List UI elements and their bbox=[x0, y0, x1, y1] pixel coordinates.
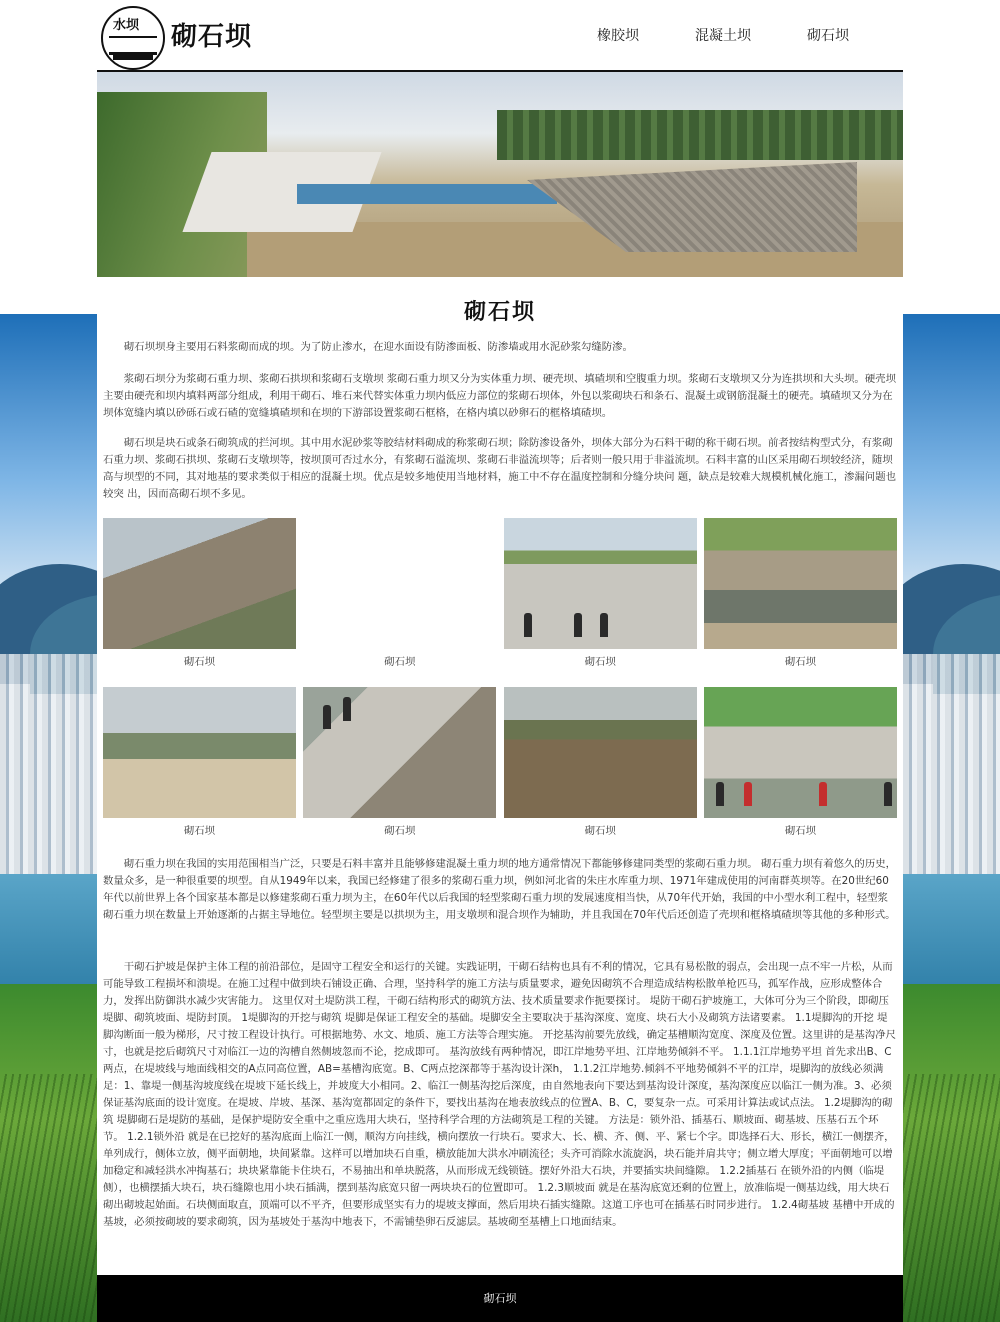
gallery-photo[interactable] bbox=[704, 687, 897, 818]
intro-paragraph-3: 砌石坝是块石或条石砌筑成的拦河坝。其中用水泥砂浆等胶结材料砌成的称浆砌石坝；除防渗设备外，坝体大部分为石料干砌的称干砌石坝。前者按结构型式分，有浆砌石重力坝、浆砌石拱坝、浆砌石支墩坝等，按坝顶可否过水分，有浆砌石溢流坝、浆砌石非溢流坝等；后者则一般只用于非溢流坝。石料丰富的山区采用砌石坝较经济，随坝高与坝型的不同，其对地基的要求类似于相应的混凝土坝。优点是较多地使用当地材料，施工中不存在温度控制和分缝分块问 题，缺点是较难大规模机械化施工，渗漏问题也较突 出，因而高砌石坝不多见。 bbox=[103, 437, 896, 500]
logo-text: 水坝 bbox=[113, 18, 140, 33]
gallery-caption: 砌石坝 bbox=[784, 825, 817, 837]
gallery-caption: 砌石坝 bbox=[384, 656, 416, 668]
nav-item-masonry-dam[interactable]: 砌石坝 bbox=[807, 28, 849, 44]
site-header bbox=[97, 0, 903, 72]
intro-paragraph-1: 砌石坝坝身主要用石料浆砌而成的坝。为了防止渗水，在迎水面设有防渗面板、防渗墙或用水泥砂浆勾缝防渗。 bbox=[123, 341, 633, 353]
gallery-card[interactable] bbox=[303, 518, 496, 668]
gallery-photo[interactable] bbox=[303, 518, 496, 649]
gallery-photo[interactable] bbox=[504, 518, 697, 649]
gallery-photo[interactable] bbox=[103, 518, 296, 649]
gallery-caption: 砌石坝 bbox=[183, 656, 216, 668]
body-paragraph-2: 干砌石护坡是保护主体工程的前沿部位，是固守工程安全和运行的关键。实践证明，干砌石结构也具有不利的情况，它具有易松散的弱点，会出现一点不牢一片松，从而可能导致工程损坏和溃堤。在施工过程中做到块石铺设正确、合理，坚持科学的施工方法与质量要求，避免因砌筑不合理造成结构松散单枪匹马，孤军作战，应形成整体合力，发挥出防御洪水减少灾害能力。 这里仅对土堤防洪工程，干砌石结构形式的砌筑方法、技术质量要求作扼要探讨。 堤防干砌石护坡施工，大体可分为三个阶段，即砌压堤脚、砌筑坡面、堤防封顶。 1堤脚沟的开挖与砌筑 堤脚是保证工程安全的基础。堤脚安全主要取决于基沟深度、宽度、块石大小及砌筑方法诸要素。 1.1堤脚沟的开挖 堤脚沟断面一般为梯形，尺寸按工程设计执行。可根据地势、水文、地质、施工方法等合理实施。 开挖基沟前要先放线，确定基槽顺沟宽度、深度及位置。这里讲的是基沟净尺寸，也就是挖后砌筑尺寸对临江一边的沟槽自然侧坡忽而不论，挖成即可。 基沟放线有两种情况，即江岸地势平坦、江岸地势倾斜不平。 1.1.1江岸地势平坦 首先求出B、C两点，在堤坡线与地面线相交的A点同高位置，AB=基槽沟底宽。B、C两点挖深都等于基沟设计深h， 1.1.2江岸地势.倾斜不平地势倾斜不平的江岸，堤脚沟的放线必须满足：1、靠堤一侧基沟坡度线在堤坡下延长线上，并坡度大小相同。2、临江一侧基沟挖后深度，由自然地表向下要达到基沟设计深度，基沟深度应以临江一侧为准。3、必须保证基沟底面的设计宽度。在堤坡、岸坡、基深、基沟宽都固定的条件下，要找出基沟在地表放线点的位置A、B、C，要复杂一点。可采用计算法或试点法。 1.2堤脚沟的砌筑 堤脚砌石是堤防的基础，是保护堤防安全重中之重应选用大块石，坚持科学合理的方法砌筑是工程的关键。 方法是：锁外沿、插基石、顺坡面、砌基坡、压基石五个环节。 1.2.1锁外沿 就是在已挖好的基沟底面上临江一侧，顺沟方向挂线，横向摆放一行块石。要求大、长、横、齐、侧、平、紧七个字。即选择石大、形长，横江一侧摆齐，单列成行，侧体立放，侧平面朝地，块间紧靠。这样可以增加块石自重，横放能加大洪水冲刷流径；头齐可消除水流旋涡，块石能并肩共守；侧立增大厚度；平面朝地可以增加稳定和减轻洪水冲掏基石；块块紧靠能卡住块石，不易抽出和单块脱落，从而形成无线锁链。摆好外沿大石块，并要插实块间缝隙。 1.2.2插基石 在锁外沿的内侧（临堤侧），也横摆插大块石，块石缝隙也用小块石插满，摆到基沟底宽只留一两块块石的位置即可。 1.2.3顺坡面 就是在基沟底宽还剩的位置上，放准临堤一侧基边线，用大块石砌出砌坡起始面。石块侧面取直，顶端可以不平齐，但要形成坚实有力的堤坡支撑面，然后用块石插实缝隙。这道工序也可在插基石时同步进行。 1.2.4砌基坡 基槽中开成的基坡，必须按砌坡的要求砌筑，因为基坡处于基沟中地表下，不需铺垫卵石反滤层。基坡砌至基槽上口地面结束。 bbox=[103, 961, 896, 1228]
gallery-caption: 砌石坝 bbox=[784, 656, 817, 668]
page-title: 砌石坝 bbox=[463, 300, 536, 325]
main-content bbox=[97, 277, 903, 1275]
gallery-photo[interactable] bbox=[303, 687, 496, 818]
logo-dam-icon bbox=[113, 52, 153, 60]
site-logo[interactable] bbox=[101, 6, 165, 70]
gallery-card[interactable] bbox=[103, 687, 296, 837]
site-title: 砌石坝 bbox=[171, 22, 253, 52]
gallery-card[interactable] bbox=[704, 518, 897, 668]
main-nav bbox=[541, 0, 903, 72]
intro-paragraph-2: 浆砌石坝分为浆砌石重力坝、浆砌石拱坝和浆砌石支墩坝 浆砌石重力坝又分为实体重力坝、硬壳坝、填碴坝和空腹重力坝。浆砌石支墩坝又分为连拱坝和大头坝。硬壳坝主要由硬壳和坝内填料两部分组成，利用干砌石、堆石来代替实体重力坝内低应力部位的浆砌石坝体，外包以浆砌块石和条石、混凝土或钢筋混凝土的硬壳。填碴坝又分为在坝体宽缝内填以砂砾石或石碴的宽缝填碴坝和在坝的下游部设置浆砌石框格，在格内填以砂卵石的框格填碴坝。 bbox=[103, 373, 896, 419]
gallery-caption: 砌石坝 bbox=[584, 825, 616, 837]
gallery-card[interactable] bbox=[103, 518, 296, 668]
site-footer: 砌石坝 bbox=[97, 1275, 903, 1322]
gallery-photo[interactable] bbox=[103, 687, 296, 818]
gallery-caption: 砌石坝 bbox=[584, 656, 616, 668]
nav-item-rubber-dam[interactable]: 橡胶坝 bbox=[597, 28, 639, 44]
gallery-caption: 砌石坝 bbox=[183, 825, 216, 837]
photo-gallery-row-1 bbox=[103, 518, 897, 668]
nav-item-concrete-dam[interactable]: 混凝土坝 bbox=[695, 28, 751, 44]
gallery-caption: 砌石坝 bbox=[384, 825, 416, 837]
photo-gallery-row-2 bbox=[103, 687, 897, 837]
right-scenic-panel bbox=[903, 314, 1000, 1322]
gallery-card[interactable] bbox=[303, 687, 496, 837]
gallery-card[interactable] bbox=[504, 687, 697, 837]
left-scenic-panel bbox=[0, 314, 97, 1322]
hero-banner-image bbox=[97, 72, 903, 277]
gallery-photo[interactable] bbox=[704, 518, 897, 649]
gallery-photo[interactable] bbox=[504, 687, 697, 818]
gallery-card[interactable] bbox=[504, 518, 697, 668]
body-paragraph-1: 砌石重力坝在我国的实用范围相当广泛，只要是石料丰富并且能够修建混凝土重力坝的地方通常情况下都能够修建同类型的浆砌石重力坝。 砌石重力坝有着悠久的历史，数量众多，是一种很重要的坝型。自从1949年以来，我国已经修建了很多的浆砌石重力坝，例如河北省的朱庄水库重力坝、1971年建成使用的河南群英坝等。在20世纪60年代以前世界上各个国家基本都是以修建浆砌石重力坝为主，在60年代以后我国的轻型浆砌石重力坝的发展速度相当快，从70年代开始，我国的中小型水利工程中，轻型浆砌石重力坝在数量上开始逐渐的占据主导地位。轻型坝主要是以拱坝为主，用支墩坝和混合坝作为辅助，并且我国在70年代后还创造了壳坝和框格填碴坝等其他的多种形式。 bbox=[103, 858, 896, 921]
gallery-card[interactable] bbox=[704, 687, 897, 837]
